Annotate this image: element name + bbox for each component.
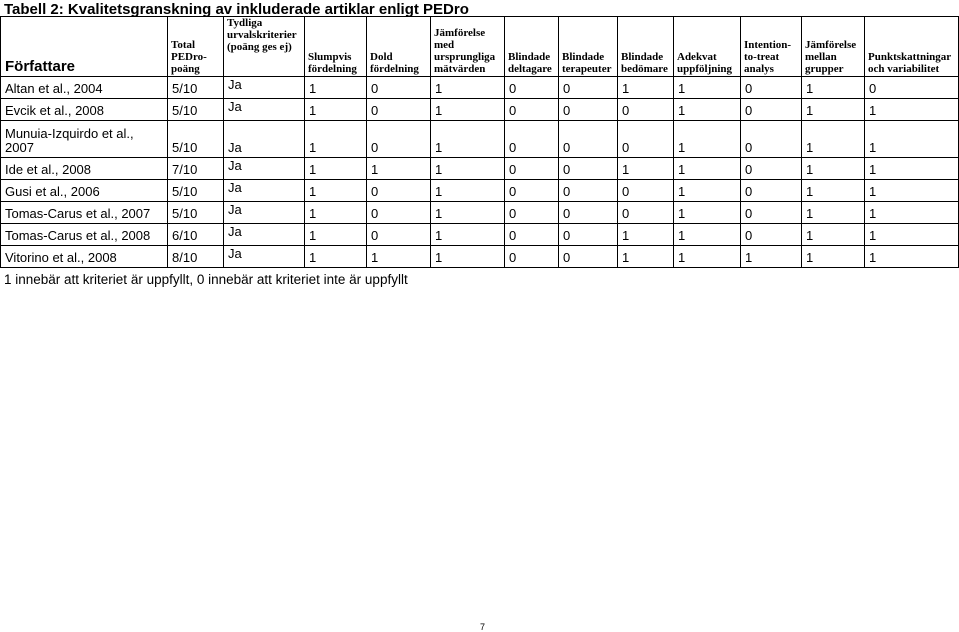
table-row (1, 202, 959, 224)
cell-value: 0 (505, 246, 559, 268)
table-row (1, 121, 959, 158)
cell-value: 1 (305, 180, 367, 202)
cell-value: 0 (559, 202, 618, 224)
cell-author: Evcik et al., 2008 (1, 99, 168, 121)
cell-value: 1 (305, 99, 367, 121)
cell-value: 1 (305, 246, 367, 268)
cell-value: 1 (674, 224, 741, 246)
cell-value: 1 (741, 246, 802, 268)
cell-criteria: Ja (224, 246, 305, 268)
header-total: Total PEDro-poäng (168, 17, 224, 77)
cell-total: 6/10 (168, 224, 224, 246)
header-followup: Adekvat uppföljning (674, 17, 741, 77)
cell-value: 0 (559, 99, 618, 121)
cell-criteria: Ja (224, 224, 305, 246)
cell-value: 1 (305, 224, 367, 246)
cell-value: 1 (618, 224, 674, 246)
cell-criteria: Ja (224, 99, 305, 121)
cell-value: 1 (674, 77, 741, 99)
cell-value: 1 (618, 246, 674, 268)
header-baseline: Jämförelse med ursprungliga mätvärden (431, 17, 505, 77)
cell-value: 0 (618, 99, 674, 121)
header-row (1, 17, 959, 77)
cell-author: Vitorino et al., 2008 (1, 246, 168, 268)
cell-value: 1 (367, 158, 431, 180)
cell-value: 1 (802, 158, 865, 180)
cell-value: 0 (741, 158, 802, 180)
table-title: Tabell 2: Kvalitetsgranskning av inkluderade artiklar enligt PEDro (4, 1, 469, 18)
cell-value: 0 (505, 77, 559, 99)
cell-value: 1 (305, 202, 367, 224)
cell-value: 1 (865, 99, 959, 121)
cell-value: 0 (618, 202, 674, 224)
cell-value: 0 (505, 224, 559, 246)
cell-value: 1 (865, 158, 959, 180)
cell-value: 0 (367, 180, 431, 202)
cell-total: 5/10 (168, 77, 224, 99)
header-author: Författare (1, 17, 168, 77)
header-concealed: Dold fördelning (367, 17, 431, 77)
cell-total: 5/10 (168, 202, 224, 224)
cell-value: 1 (674, 99, 741, 121)
cell-value: 1 (865, 246, 959, 268)
cell-total: 8/10 (168, 246, 224, 268)
cell-value: 1 (431, 99, 505, 121)
cell-value: 1 (305, 77, 367, 99)
cell-value: 1 (305, 121, 367, 158)
table-row (1, 99, 959, 121)
cell-criteria: Ja (224, 121, 305, 158)
cell-value: 1 (802, 224, 865, 246)
cell-value: 1 (865, 224, 959, 246)
cell-value: 0 (367, 202, 431, 224)
cell-total: 5/10 (168, 180, 224, 202)
cell-author: Munuia-Izquirdo et al., 2007 (1, 121, 168, 158)
cell-author: Tomas-Carus et al., 2007 (1, 202, 168, 224)
cell-value: 0 (559, 121, 618, 158)
pedro-quality-table (0, 16, 959, 268)
table-row (1, 246, 959, 268)
footnote: 1 innebär att kriteriet är uppfyllt, 0 innebär att kriteriet inte är uppfyllt (4, 272, 408, 287)
cell-criteria: Ja (224, 77, 305, 99)
cell-value: 0 (505, 158, 559, 180)
cell-value: 0 (865, 77, 959, 99)
cell-value: 0 (559, 224, 618, 246)
cell-value: 1 (802, 77, 865, 99)
cell-value: 0 (618, 180, 674, 202)
cell-value: 0 (559, 158, 618, 180)
header-itt: Intention-to-treat analys (741, 17, 802, 77)
header-criteria: Tydliga urvalskriterier (poäng ges ej) (224, 17, 305, 77)
cell-value: 0 (559, 246, 618, 268)
cell-value: 0 (505, 202, 559, 224)
cell-value: 1 (431, 202, 505, 224)
header-between-groups: Jämförelse mellan grupper (802, 17, 865, 77)
cell-value: 1 (305, 158, 367, 180)
cell-value: 0 (367, 121, 431, 158)
cell-value: 0 (741, 99, 802, 121)
cell-value: 1 (865, 180, 959, 202)
header-blind-therapists: Blindade terapeuter (559, 17, 618, 77)
cell-value: 1 (802, 180, 865, 202)
cell-value: 0 (367, 224, 431, 246)
cell-author: Tomas-Carus et al., 2008 (1, 224, 168, 246)
cell-value: 1 (431, 180, 505, 202)
cell-value: 1 (802, 121, 865, 158)
header-point-estimates: Punktskattningar och variabilitet (865, 17, 959, 77)
cell-value: 0 (559, 77, 618, 99)
cell-value: 0 (367, 77, 431, 99)
cell-value: 1 (367, 246, 431, 268)
cell-value: 1 (431, 246, 505, 268)
cell-value: 1 (618, 158, 674, 180)
cell-value: 1 (674, 121, 741, 158)
cell-value: 0 (741, 180, 802, 202)
cell-value: 0 (505, 99, 559, 121)
table-row (1, 158, 959, 180)
cell-value: 1 (802, 246, 865, 268)
cell-total: 5/10 (168, 121, 224, 158)
cell-value: 1 (865, 121, 959, 158)
table-row (1, 180, 959, 202)
cell-value: 1 (865, 202, 959, 224)
cell-value: 0 (741, 224, 802, 246)
cell-total: 5/10 (168, 99, 224, 121)
cell-criteria: Ja (224, 202, 305, 224)
cell-criteria: Ja (224, 158, 305, 180)
cell-value: 0 (741, 77, 802, 99)
cell-value: 1 (674, 180, 741, 202)
cell-criteria: Ja (224, 180, 305, 202)
cell-author: Gusi et al., 2006 (1, 180, 168, 202)
cell-value: 0 (367, 99, 431, 121)
cell-value: 0 (618, 121, 674, 158)
cell-value: 1 (802, 202, 865, 224)
cell-value: 1 (431, 121, 505, 158)
header-blind-assessors: Blindade bedömare (618, 17, 674, 77)
header-random: Slumpvis fördelning (305, 17, 367, 77)
cell-value: 1 (431, 158, 505, 180)
cell-value: 1 (674, 246, 741, 268)
cell-value: 0 (741, 121, 802, 158)
cell-value: 0 (505, 180, 559, 202)
cell-value: 1 (802, 99, 865, 121)
table-row (1, 77, 959, 99)
page-number: 7 (480, 622, 486, 632)
cell-value: 0 (505, 121, 559, 158)
cell-value: 1 (431, 224, 505, 246)
cell-value: 1 (674, 158, 741, 180)
cell-total: 7/10 (168, 158, 224, 180)
cell-value: 0 (741, 202, 802, 224)
header-blind-subjects: Blindade deltagare (505, 17, 559, 77)
cell-author: Altan et al., 2004 (1, 77, 168, 99)
cell-value: 1 (431, 77, 505, 99)
cell-value: 1 (674, 202, 741, 224)
cell-value: 1 (618, 77, 674, 99)
table-row (1, 224, 959, 246)
cell-author: Ide et al., 2008 (1, 158, 168, 180)
cell-value: 0 (559, 180, 618, 202)
